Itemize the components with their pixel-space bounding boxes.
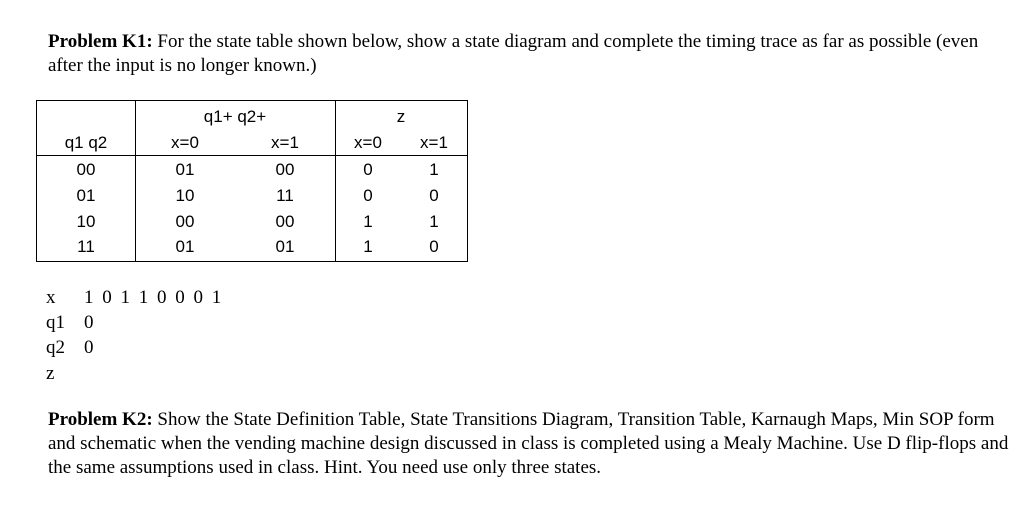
trace-label-z: z — [46, 363, 55, 384]
table-cell-z-x1: 0 — [429, 186, 439, 205]
problem-k1-paragraph — [48, 30, 1008, 78]
table-cell-z-x0: 1 — [363, 212, 373, 231]
trace-label-q1: q1 — [46, 312, 65, 333]
problem-k1-text: For the state table shown below, show a state diagram and complete the timing trace as far as possible (even after the input is no longer known.) — [48, 31, 979, 76]
z-x0-header: x=0 — [354, 133, 382, 152]
table-divider — [37, 155, 467, 156]
table-cell-state: 01 — [76, 186, 96, 205]
next-x1-header: x=1 — [271, 133, 299, 152]
table-cell-next-x1: 01 — [275, 237, 295, 256]
table-cell-next-x0: 10 — [175, 186, 195, 205]
table-cell-state: 10 — [76, 212, 96, 231]
table-cell-next-x1: 00 — [275, 212, 295, 231]
state-table — [36, 100, 468, 262]
table-cell-next-x1: 00 — [275, 160, 295, 179]
table-cell-state: 00 — [76, 160, 96, 179]
table-cell-z-x0: 0 — [363, 186, 373, 205]
next-state-header: q1+ q2+ — [203, 107, 267, 126]
trace-row-z — [46, 362, 84, 386]
trace-label-x: x — [46, 287, 56, 308]
next-x0-header: x=0 — [171, 133, 199, 152]
problem-k2-text: Show the State Definition Table, State Transitions Diagram, Transition Table, Karnaugh Maps, Min SOP form and schematic when the vending machine design discussed in class is completed using a Mealy Machine. Use D flip-flops and the same assumptions used in class. Hint. You need use only three states. — [48, 409, 1009, 478]
problem-k2-label: Problem K2: — [48, 409, 153, 430]
trace-row-x — [46, 286, 223, 310]
trace-values-x: 1 0 1 1 0 0 0 1 — [84, 287, 224, 308]
table-cell-z-x0: 0 — [363, 160, 373, 179]
table-cell-state: 11 — [77, 237, 95, 256]
z-x1-header: x=1 — [420, 133, 448, 152]
output-header: z — [396, 107, 406, 126]
trace-values-q1: 0 — [84, 312, 96, 333]
table-cell-z-x1: 1 — [429, 160, 439, 179]
table-cell-next-x0: 01 — [175, 237, 195, 256]
table-cell-next-x1: 11 — [276, 186, 294, 205]
trace-label-q2: q2 — [46, 337, 65, 358]
problem-k2-paragraph — [48, 408, 1014, 480]
table-cell-z-x0: 1 — [363, 237, 373, 256]
trace-values-q2: 0 — [84, 337, 96, 358]
table-cell-next-x0: 00 — [175, 212, 195, 231]
table-cell-z-x1: 0 — [429, 237, 439, 256]
table-cell-z-x1: 1 — [429, 212, 439, 231]
trace-row-q2 — [46, 336, 96, 360]
trace-row-q1 — [46, 311, 96, 335]
problem-k1-label: Problem K1: — [48, 31, 153, 52]
state-header: q1 q2 — [64, 133, 108, 152]
table-cell-next-x0: 01 — [175, 160, 195, 179]
